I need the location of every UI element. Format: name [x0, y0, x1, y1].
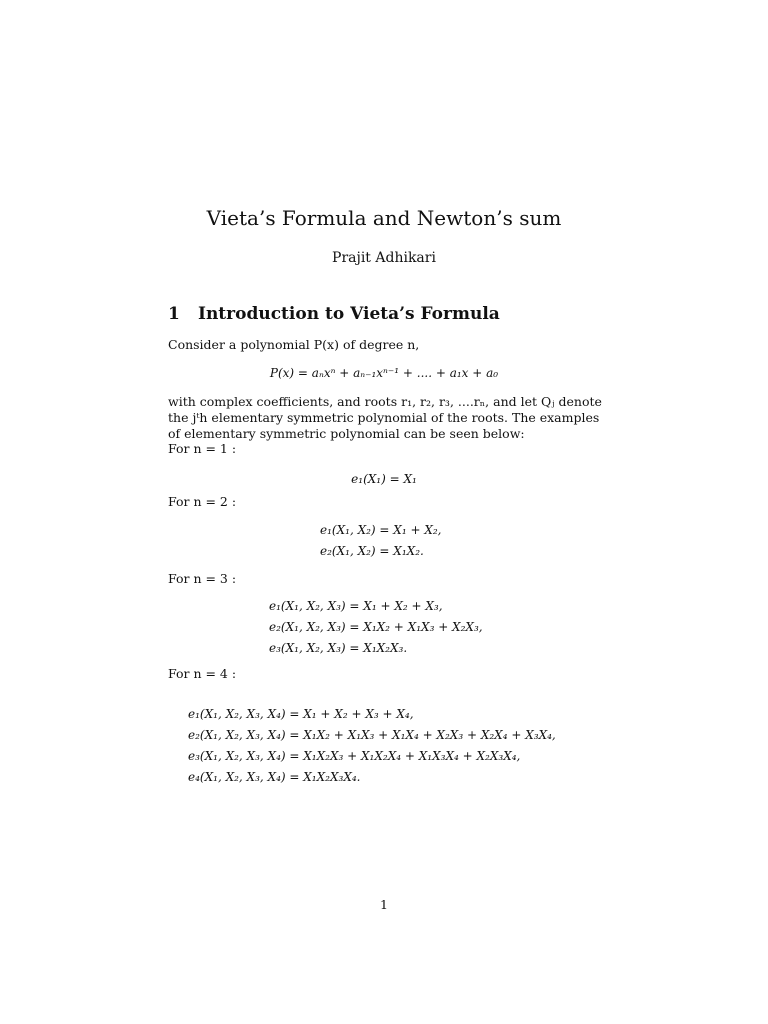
equation-block-n3: [269, 596, 483, 659]
equation-n4-e1: e₁(X₁, X₂, X₃, X₄) = X₁ + X₂ + X₃ + X₄,: [188, 707, 414, 721]
polynomial-equation: P(x) = aₙxⁿ + aₙ₋₁xⁿ⁻¹ + .... + a₁x + a₀: [269, 366, 499, 380]
equation-n1-e1: e₁(X₁) = X₁: [351, 472, 417, 486]
section-number: 1: [168, 304, 180, 324]
case-label-n4: For n = 4 :: [168, 666, 237, 681]
equation-n2-e2: e₂(X₁, X₂) = X₁X₂.: [320, 544, 424, 558]
body-paragraph: with complex coefficients, and roots r₁, r₂, r₃, ....rₙ, and let Qⱼ denote the jᵗh elementary symmetric polynomial of the roots. The examples of elementary symmetric polynomial can be seen below:: [168, 394, 602, 441]
page-number: 1: [380, 897, 388, 912]
section-heading: [168, 304, 500, 324]
equation-block-n2: [320, 520, 442, 562]
document-title: Vieta’s Formula and Newton’s sum: [206, 206, 562, 230]
author-name: Prajit Adhikari: [332, 250, 436, 266]
case-label-n1: For n = 1 :: [168, 441, 237, 456]
case-label-n2: For n = 2 :: [168, 494, 237, 509]
equation-n3-e2: e₂(X₁, X₂, X₃) = X₁X₂ + X₁X₃ + X₂X₃,: [269, 620, 483, 634]
equation-n4-e3: e₃(X₁, X₂, X₃, X₄) = X₁X₂X₃ + X₁X₂X₄ + X₁X₃X₄ + X₂X₃X₄,: [188, 749, 521, 763]
case-label-n3: For n = 3 :: [168, 571, 237, 586]
intro-text: Consider a polynomial P(x) of degree n,: [168, 337, 420, 352]
equation-n4-e2: e₂(X₁, X₂, X₃, X₄) = X₁X₂ + X₁X₃ + X₁X₄ + X₂X₃ + X₂X₄ + X₃X₄,: [188, 728, 556, 742]
equation-block-n4: [188, 704, 556, 788]
equation-n3-e1: e₁(X₁, X₂, X₃) = X₁ + X₂ + X₃,: [269, 599, 443, 613]
equation-n2-e1: e₁(X₁, X₂) = X₁ + X₂,: [320, 523, 442, 537]
equation-n4-e4: e₄(X₁, X₂, X₃, X₄) = X₁X₂X₃X₄.: [188, 770, 361, 784]
section-title: Introduction to Vieta’s Formula: [198, 304, 500, 324]
equation-n3-e3: e₃(X₁, X₂, X₃) = X₁X₂X₃.: [269, 641, 408, 655]
